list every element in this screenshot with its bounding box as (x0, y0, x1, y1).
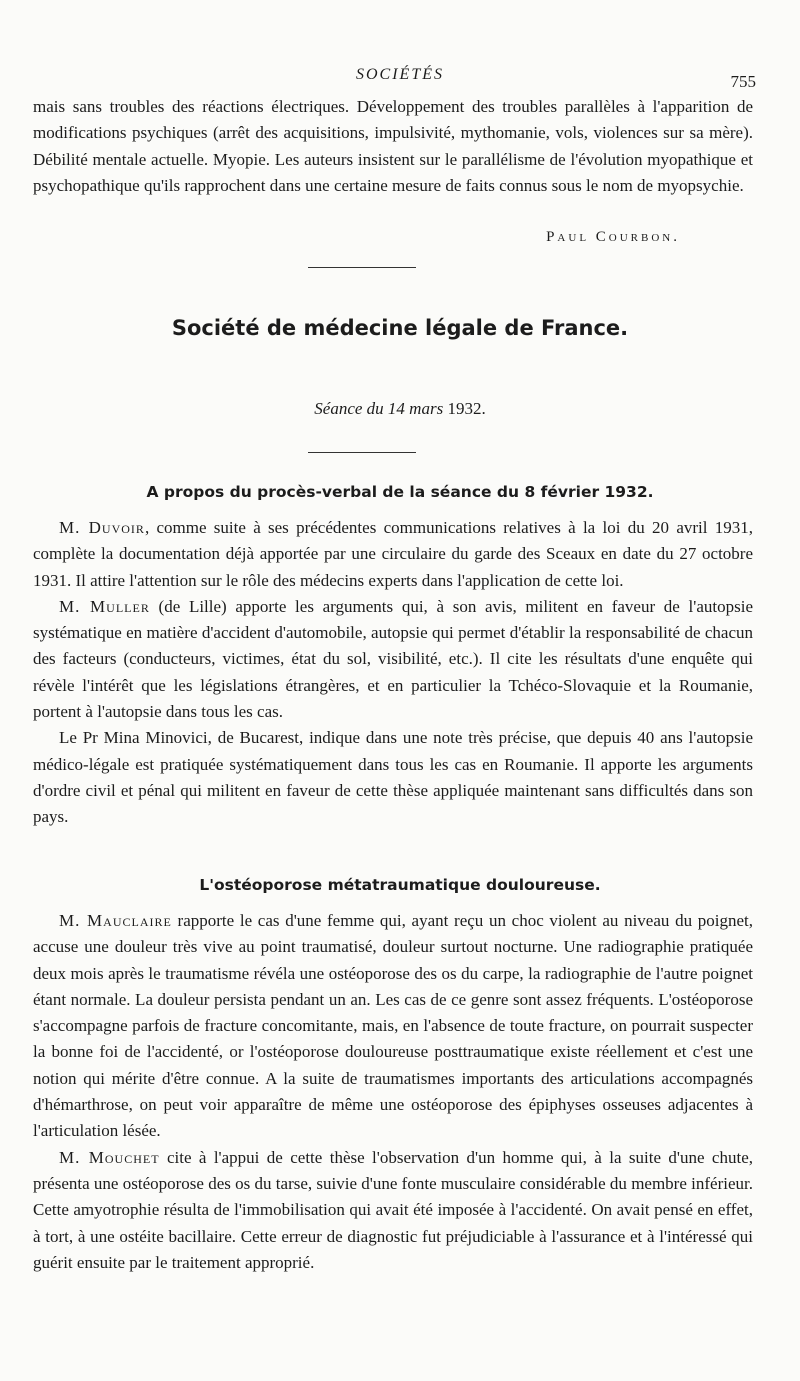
paragraph-mauclaire (33, 908, 753, 1145)
section-body-proces-verbal (33, 515, 753, 831)
paragraph-duvoir (33, 515, 753, 594)
session-prefix: Séance du 14 mars (314, 399, 444, 418)
paragraph-text: cite à l'appui de cette thèse l'observation d'un homme qui, à la suite d'une chute, présenta une ostéoporose des os du tarse, suivie d'une fonte musculaire considérable du membre inférieur. Cette amyotrophie résulta de l'immobilisation qui avait été imposée à l'accidenté. On avait pensé en effet, à tort, à une ostéite bacillaire. Cette erreur de diagnostic fut préjudiciable à l'assurance et à l'intéressé qui guérit ensuite par le traitement approprié. (33, 1147, 753, 1272)
paragraph-text: (de Lille) apporte les arguments qui, à son avis, militent en faveur de l'autopsie systématique en matière d'accident d'automobile, autopsie qui permet d'établir la responsabilité de chacun des facteurs (conducteurs, victimes, état du sol, visibilité, etc.). Il cite les résultats d'une enquête qui révèle l'intérêt que les législations étrangères, et en particulier la Tchéco-Slovaquie et la Roumanie, portent à l'autopsie dans tous les cas. (33, 596, 753, 722)
section-heading-osteoporose: L'ostéoporose métatraumatique douloureuse. (199, 876, 601, 894)
continuation-block (33, 94, 753, 199)
divider-rule (308, 452, 416, 453)
paragraph-muller (33, 594, 753, 725)
author-name: M. Mauclaire (59, 911, 172, 930)
running-title: SOCIÉTÉS (356, 66, 444, 83)
session-year: 1932. (447, 399, 486, 418)
paragraph-text: Le Pr Mina Minovici, de Bucarest, indique dans une note très précise, que depuis 40 ans l'autopsie médico-légale est pratiquée systématiquement dans tous les cas en Roumanie. Il apporte les arguments d'ordre civil et pénal qui militent en faveur de cette thèse appliquée maintenant sans difficultés dans son pays. (33, 728, 753, 827)
author-name: M. Duvoir (59, 518, 145, 537)
author-name: M. Muller (59, 596, 150, 616)
continuation-paragraph: mais sans troubles des réactions électriques. Développement des troubles parallèles à l'apparition de modifications psychiques (arrêt des acquisitions, impulsivité, mythomanie, vols, violences sur sa mère). Débilité mentale actuelle. Myopie. Les auteurs insistent sur le parallélisme de l'évolution myopathique et psychopathique qu'ils rapprochent dans une certaine mesure de faits connus sous le nom de myopsychie. (33, 97, 753, 195)
section-body-osteoporose (33, 908, 753, 1276)
paragraph-mouchet (33, 1145, 753, 1276)
divider-rule (308, 267, 416, 268)
author-signature: Paul Courbon. (546, 229, 680, 245)
society-title: Société de médecine légale de France. (171, 316, 629, 340)
page-number: 755 (730, 72, 756, 91)
author-name: M. Mouchet (59, 1147, 160, 1167)
paragraph-text: , comme suite à ses précédentes communications relatives à la loi du 20 avril 1931, complète la documentation déjà apportée par une circulaire du garde des Sceaux en date du 27 octobre 1931. Il attire l'attention sur le rôle des médecins experts dans l'application de cette loi. (33, 518, 754, 590)
paragraph-text: rapporte le cas d'une femme qui, ayant reçu un choc violent au niveau du poignet, accuse une douleur très vive au point traumatisé, douleur surtout nocturne. Une radiographie pratiquée deux mois après le traumatisme révéla une ostéoporose des os du carpe, la radiographie de l'autre poignet étant normale. La douleur persista pendant un an. Les cas de ce genre sont assez fréquents. L'ostéoporose s'accompagne parfois de fracture concomitante, mais, en l'absence de toute fracture, on pourrait suspecter la bonne foi de l'accidenté, or l'ostéoporose douloureuse posttraumatique existe réellement et c'est une notion qui mérite d'être connue. A la suite de traumatismes importants des articulations accompagnés d'hémarthrose, on peut voir apparaître de même une ostéoporose des épiphyses osseuses adjacentes à l'articulation lésée. (33, 911, 753, 1141)
session-date (0, 399, 800, 419)
section-heading-proces-verbal: A propos du procès-verbal de la séance du 8 février 1932. (146, 483, 654, 501)
paragraph-minovici (33, 725, 753, 830)
